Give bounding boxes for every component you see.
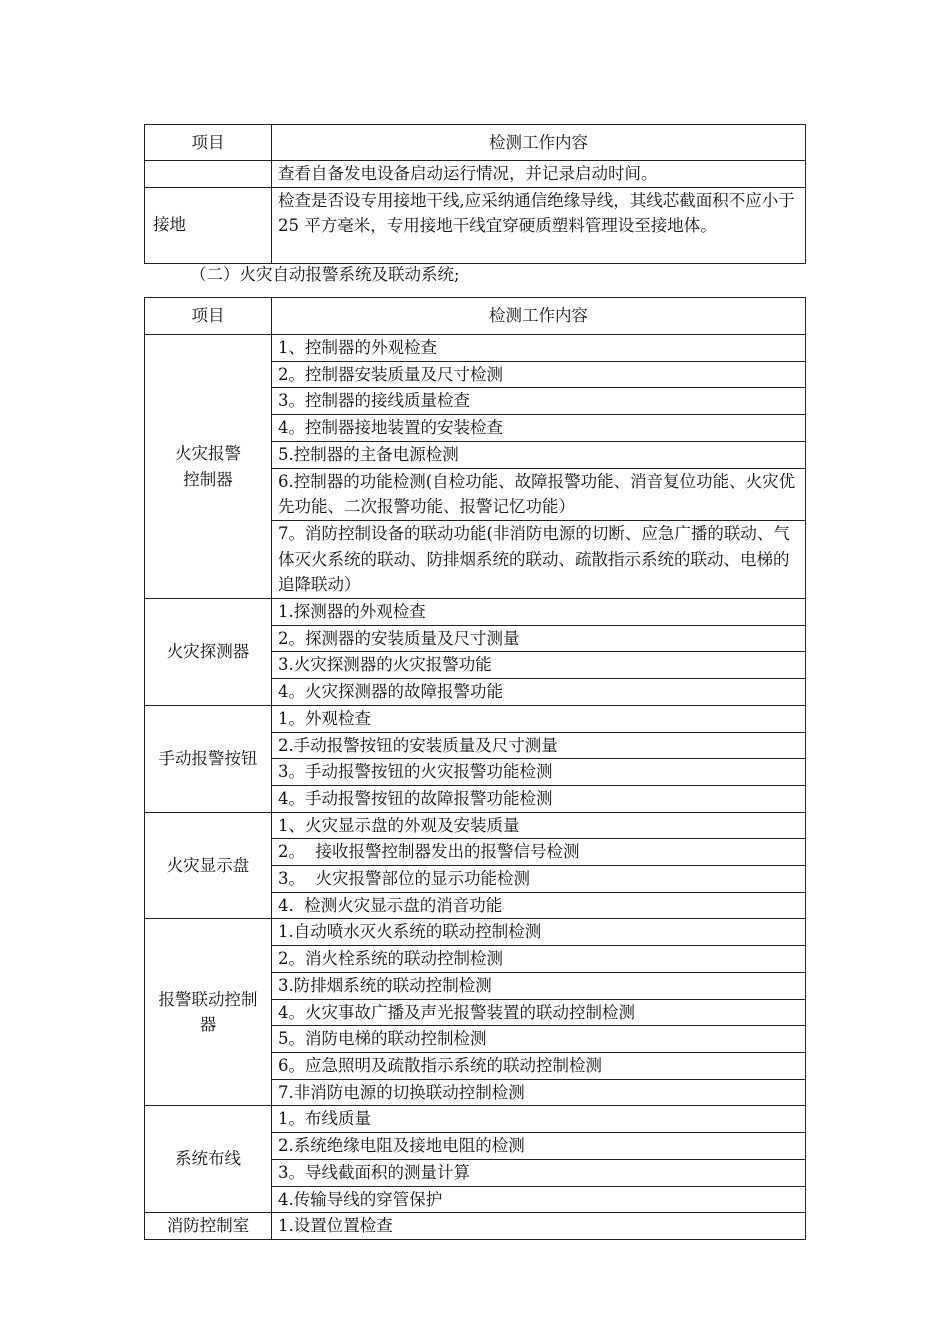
inspection-table-power: [144, 124, 806, 264]
row-content: 4。火灾探测器的故障报警功能: [272, 679, 806, 706]
group-label-detector: 火灾探测器: [145, 599, 272, 706]
table-row: [145, 1106, 806, 1133]
header-item: 项目: [145, 125, 272, 161]
inspection-table-fire-alarm: [144, 297, 806, 1240]
row-item: 接地: [145, 187, 272, 263]
row-content: 2。控制器安装质量及尺寸检测: [272, 361, 806, 388]
table-row: [145, 187, 806, 263]
header-item: 项目: [145, 298, 272, 335]
row-content: 4。控制器接地装置的安装检查: [272, 415, 806, 442]
row-content: 7。消防控制设备的联动功能(非消防电源的切断、应急广播的联动、气体灭火系统的联动、防排烟系统的联动、疏散指示系统的联动、电梯的追降联动）: [272, 520, 806, 598]
row-content: 6.控制器的功能检测(自检功能、故障报警功能、消音复位功能、火灾优先功能、二次报警功能、报警记忆功能）: [272, 468, 806, 520]
row-content: 1.自动喷水灭火系统的联动控制检测: [272, 919, 806, 946]
group-label-linkage-controller: 报警联动控制器: [145, 919, 272, 1106]
section-caption: （二）火灾自动报警系统及联动系统;: [190, 265, 460, 284]
row-content: 7.非消防电源的切换联动控制检测: [272, 1079, 806, 1106]
table-header-row: [145, 298, 806, 335]
row-content: 1、火灾显示盘的外观及安装质量: [272, 812, 806, 839]
table-row: [145, 812, 806, 839]
group-label-wiring: 系统布线: [145, 1106, 272, 1213]
header-content: 检测工作内容: [272, 298, 806, 335]
row-content: 1、控制器的外观检查: [272, 335, 806, 362]
group-label-display-panel: 火灾显示盘: [145, 812, 272, 919]
group-label-control-room: 消防控制室: [145, 1213, 272, 1240]
row-content: 3.防排烟系统的联动控制检测: [272, 972, 806, 999]
row-content: 3。控制器的接线质量检查: [272, 388, 806, 415]
table-row: [145, 705, 806, 732]
row-content: 2。消火栓系统的联动控制检测: [272, 946, 806, 973]
row-content: 6。应急照明及疏散指示系统的联动控制检测: [272, 1052, 806, 1079]
row-content: 2.手动报警按钮的安装质量及尺寸测量: [272, 732, 806, 759]
row-content: 4. 检测火灾显示盘的消音功能: [272, 892, 806, 919]
table-row: [145, 1213, 806, 1240]
row-content: 4。火灾事故广播及声光报警装置的联动控制检测: [272, 999, 806, 1026]
row-content: 1。外观检查: [272, 705, 806, 732]
row-content: 1。布线质量: [272, 1106, 806, 1133]
row-content: 查看自备发电设备启动运行情况，并记录启动时间。: [272, 161, 806, 188]
row-content: 检查是否设专用接地干线,应采纳通信绝缘导线，其线芯截面积不应小于 25 平方毫米，专用接地干线宜穿硬质塑料管理设至接地体。: [272, 187, 806, 263]
group-label-manual-button: 手动报警按钮: [145, 705, 272, 812]
table-header-row: [145, 125, 806, 161]
row-content: 3。 火灾报警部位的显示功能检测: [272, 866, 806, 893]
header-content: 检测工作内容: [272, 125, 806, 161]
row-content: 2。 接收报警控制器发出的报警信号检测: [272, 839, 806, 866]
row-content: 4.传输导线的穿管保护: [272, 1186, 806, 1213]
table-row: [145, 919, 806, 946]
table-row: [145, 599, 806, 626]
row-content: 1.设置位置检查: [272, 1213, 806, 1240]
table-row: [145, 161, 806, 188]
row-content: 4。手动报警按钮的故障报警功能检测: [272, 785, 806, 812]
group-label-controller: 火灾报警控制器: [145, 335, 272, 599]
table-row: [145, 335, 806, 362]
row-item: [145, 161, 272, 188]
row-content: 1.探测器的外观检查: [272, 599, 806, 626]
row-content: 2.系统绝缘电阻及接地电阻的检测: [272, 1133, 806, 1160]
row-content: 2。探测器的安装质量及尺寸测量: [272, 625, 806, 652]
row-content: 5。消防电梯的联动控制检测: [272, 1026, 806, 1053]
row-content: 5.控制器的主备电源检测: [272, 441, 806, 468]
row-content: 3。手动报警按钮的火灾报警功能检测: [272, 759, 806, 786]
row-content: 3.火灾探测器的火灾报警功能: [272, 652, 806, 679]
row-content: 3。导线截面积的测量计算: [272, 1159, 806, 1186]
